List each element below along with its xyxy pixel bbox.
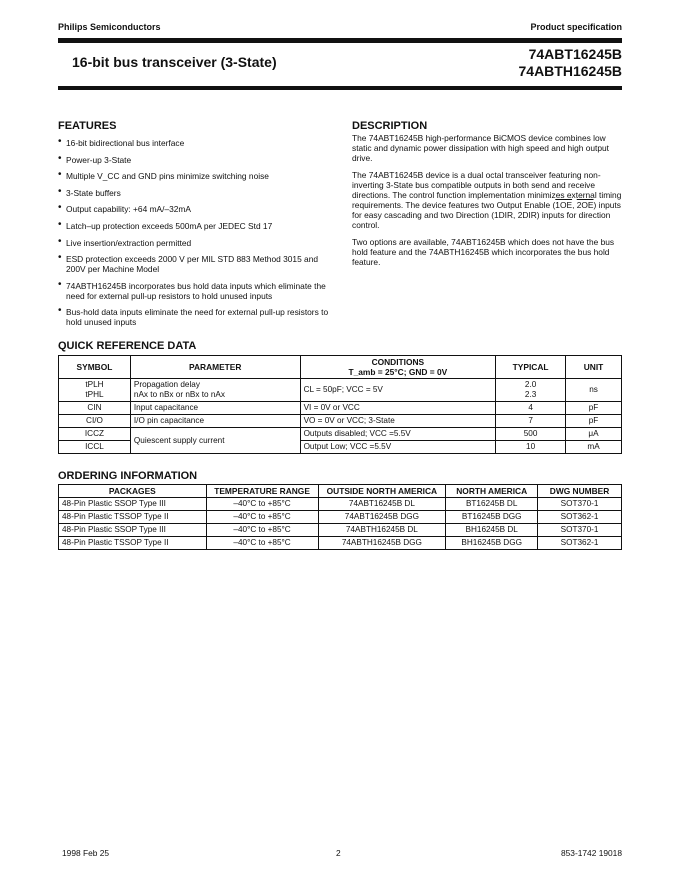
feature-item: • 74ABTH16245B incorporates bus hold data inputs which eliminate the need for external pull-up resistors to hold unused inputs [58,281,338,301]
cell-unit: pF [566,402,622,415]
cell-na: BT16245B DGG [446,511,538,524]
cell-unit: ns [566,379,622,402]
table-header-row [59,356,622,379]
table-row [59,415,622,428]
col-symbol: SYMBOL [59,356,131,379]
description-paragraph-2: The 74ABT16245B device is a dual octal transceiver featuring non-inverting 3-State bus compatible outputs in both send and receive directions. The control function implementation minimizes external timing requirements. The device features two Output Enable (1OE, 2OE) inputs for easy cascading and two Direction (1DIR, 2DIR) inputs for direction control. [352,170,622,230]
cell-parameter: Quiescent supply current [130,428,300,454]
ordering-heading: ORDERING INFORMATION [58,470,198,482]
cell-symbol: tPLH tPHL [59,379,131,402]
cell-parameter: Propagation delay nAx to nBx or nBx to nAx [130,379,300,402]
cell-package: 48-Pin Plastic TSSOP Type II [59,511,207,524]
cell-outside-na: 74ABTH16245B DGG [318,537,446,550]
cell-na: BH16245B DL [446,524,538,537]
feature-item: • ESD protection exceeds 2000 V per MIL STD 883 Method 3015 and 200V per Machine Model [58,254,338,274]
cell-symbol: CI/O [59,415,131,428]
footer-date: 1998 Feb 25 [62,848,110,858]
cell-conditions: Outputs disabled; VCC =5.5V [300,428,496,441]
feature-item: • Multiple V_CC and GND pins minimize switching noise [58,171,338,181]
cell-typical: 7 [496,415,566,428]
table-row [59,428,622,441]
feature-item: • Output capability: +64 mA/–32mA [58,204,338,214]
part-number-1: 74ABT16245B [528,46,622,62]
cell-conditions: Output Low; VCC =5.5V [300,441,496,454]
document-type: Product specification [530,22,622,32]
cell-outside-na: 74ABT16245B DL [318,498,446,511]
description-paragraph-1: The 74ABT16245B high-performance BiCMOS device combines low static and dynamic power dissipation with high speed and high output drive. [352,133,609,163]
table-row [59,402,622,415]
cell-unit: mA [566,441,622,454]
cell-package: 48-Pin Plastic SSOP Type III [59,524,207,537]
part-numbers [519,46,623,80]
cell-conditions: CL = 50pF; VCC = 5V [300,379,496,402]
cell-temperature: –40°C to +85°C [206,537,318,550]
cell-typical: 10 [496,441,566,454]
cell-temperature: –40°C to +85°C [206,498,318,511]
col-north-america: NORTH AMERICA [446,485,538,498]
col-unit: UNIT [566,356,622,379]
quick-reference-table [58,355,622,454]
feature-item: • Bus-hold data inputs eliminate the need for external pull-up resistors to hold unused inputs [58,307,338,327]
col-parameter: PARAMETER [130,356,300,379]
cell-symbol: ICCZ [59,428,131,441]
col-typical: TYPICAL [496,356,566,379]
feature-item: • 16-bit bidirectional bus interface [58,138,338,148]
cell-unit: pF [566,415,622,428]
table-row [59,524,622,537]
table-row [59,537,622,550]
description-paragraph-3: Two options are available, 74ABT16245B which does not have the bus hold feature and the 74ABTH16245B which incorporates the bus hold feature. [352,237,615,267]
cell-symbol: ICCL [59,441,131,454]
cell-dwg: SOT370-1 [538,498,622,511]
cell-outside-na: 74ABTH16245B DL [318,524,446,537]
col-conditions: CONDITIONS T_amb = 25°C; GND = 0V [300,356,496,379]
table-header-row [59,485,622,498]
feature-item: • Power-up 3-State [58,155,338,165]
footer-document-code: 853-1742 19018 [560,848,622,858]
cell-typical: 4 [496,402,566,415]
company-name: Philips Semiconductors [58,22,161,32]
features-heading: FEATURES [58,120,117,132]
feature-item: • Latch–up protection exceeds 500mA per JEDEC Std 17 [58,221,338,231]
table-row [59,511,622,524]
part-number-2: 74ABTH16245B [518,63,622,79]
description-body [352,133,622,274]
cell-parameter: I/O pin capacitance [130,415,300,428]
features-list [58,138,338,334]
cell-dwg: SOT370-1 [538,524,622,537]
cell-na: BH16245B DGG [446,537,538,550]
cell-temperature: –40°C to +85°C [206,511,318,524]
cell-na: BT16245B DL [446,498,538,511]
quick-reference-heading: QUICK REFERENCE DATA [58,340,197,352]
col-dwg-number: DWG NUMBER [538,485,622,498]
page-title: 16-bit bus transceiver (3-State) [72,54,277,70]
cell-typical: 500 [496,428,566,441]
cell-typical: 2.0 2.3 [496,379,566,402]
description-heading: DESCRIPTION [352,120,428,132]
cell-outside-na: 74ABT16245B DGG [318,511,446,524]
header-rule-top [58,38,622,43]
cell-package: 48-Pin Plastic TSSOP Type II [59,537,207,550]
cell-package: 48-Pin Plastic SSOP Type III [59,498,207,511]
table-row [59,498,622,511]
cell-symbol: CIN [59,402,131,415]
cell-dwg: SOT362-1 [538,511,622,524]
cell-dwg: SOT362-1 [538,537,622,550]
cell-parameter: Input capacitance [130,402,300,415]
cell-temperature: –40°C to +85°C [206,524,318,537]
table-row [59,379,622,402]
cell-unit: μA [566,428,622,441]
feature-item: • 3-State buffers [58,188,338,198]
feature-item: • Live insertion/extraction permitted [58,238,338,248]
footer-page-number: 2 [336,848,341,858]
col-outside-north-america: OUTSIDE NORTH AMERICA [318,485,446,498]
cell-conditions: VO = 0V or VCC; 3-State [300,415,496,428]
ordering-table [58,484,622,550]
col-temperature-range: TEMPERATURE RANGE [206,485,318,498]
cell-conditions: VI = 0V or VCC [300,402,496,415]
header-rule-bottom [58,86,622,90]
col-packages: PACKAGES [59,485,207,498]
